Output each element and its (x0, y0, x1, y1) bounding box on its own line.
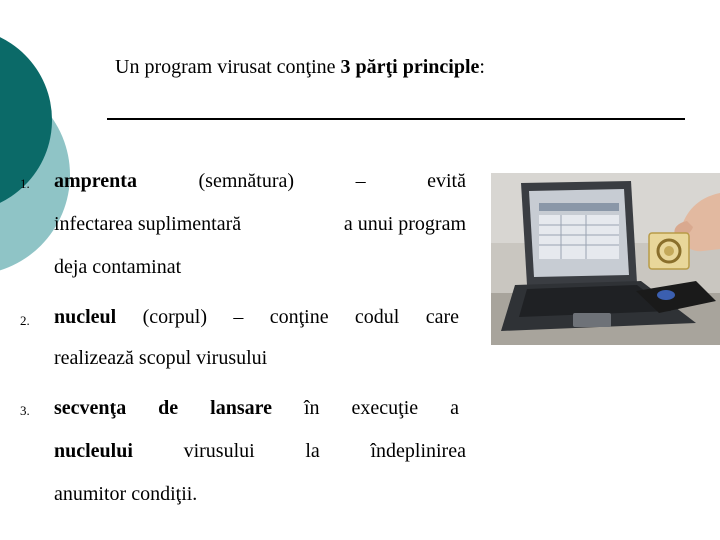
title-suffix: : (479, 56, 485, 78)
item-3-term: de (158, 397, 179, 419)
item-2-word: conţine (269, 306, 329, 328)
slide-title (115, 56, 485, 79)
item-1-word: a unui program (343, 213, 466, 235)
item-3-line-3: anumitor condiţii. (54, 483, 198, 505)
item-2-line-2: realizează scopul virusului (54, 347, 268, 369)
item-3-word: virusului (183, 440, 255, 462)
title-prefix: Un program virusat conţine (115, 56, 341, 78)
item-3-line-2 (54, 440, 466, 463)
item-2-number: 2. (20, 313, 30, 328)
item-2-term: nucleul (54, 306, 117, 328)
item-3-word: la (305, 440, 320, 462)
item-3-word: a (450, 397, 459, 419)
item-1-dash: – (355, 170, 366, 192)
item-1-word: infectarea suplimentară (54, 213, 242, 235)
item-3-number: 3. (20, 403, 30, 418)
item-2-word: care (425, 306, 459, 328)
item-1-word: evită (427, 170, 466, 192)
title-bold: 3 părţi principle (340, 56, 480, 78)
item-1-number: 1. (20, 176, 30, 191)
item-3-word: îndeplinirea (370, 440, 466, 462)
item-3-term: secvenţa (54, 397, 127, 419)
item-3-line-1 (54, 397, 459, 420)
item-3-word: execuţie (351, 397, 419, 419)
item-2-word: (corpul) (142, 306, 208, 328)
item-3-word: în (303, 397, 320, 419)
item-3-term: nucleului (54, 440, 133, 462)
item-1-line-3: deja contaminat (54, 256, 182, 278)
item-1-line-1 (54, 170, 466, 193)
item-2-word: codul (354, 306, 400, 328)
item-2-dash: – (233, 306, 244, 328)
item-1-line-2 (54, 213, 466, 236)
decorative-circles (0, 0, 80, 280)
laptop-with-chip-illustration (491, 173, 720, 345)
item-2-line-1 (54, 306, 459, 329)
title-underline-rule (107, 118, 685, 120)
item-1-word: (semnătura) (198, 170, 295, 192)
item-3-term: lansare (210, 397, 272, 419)
item-1-term: amprenta (54, 170, 137, 192)
laptop-photo (491, 173, 720, 345)
